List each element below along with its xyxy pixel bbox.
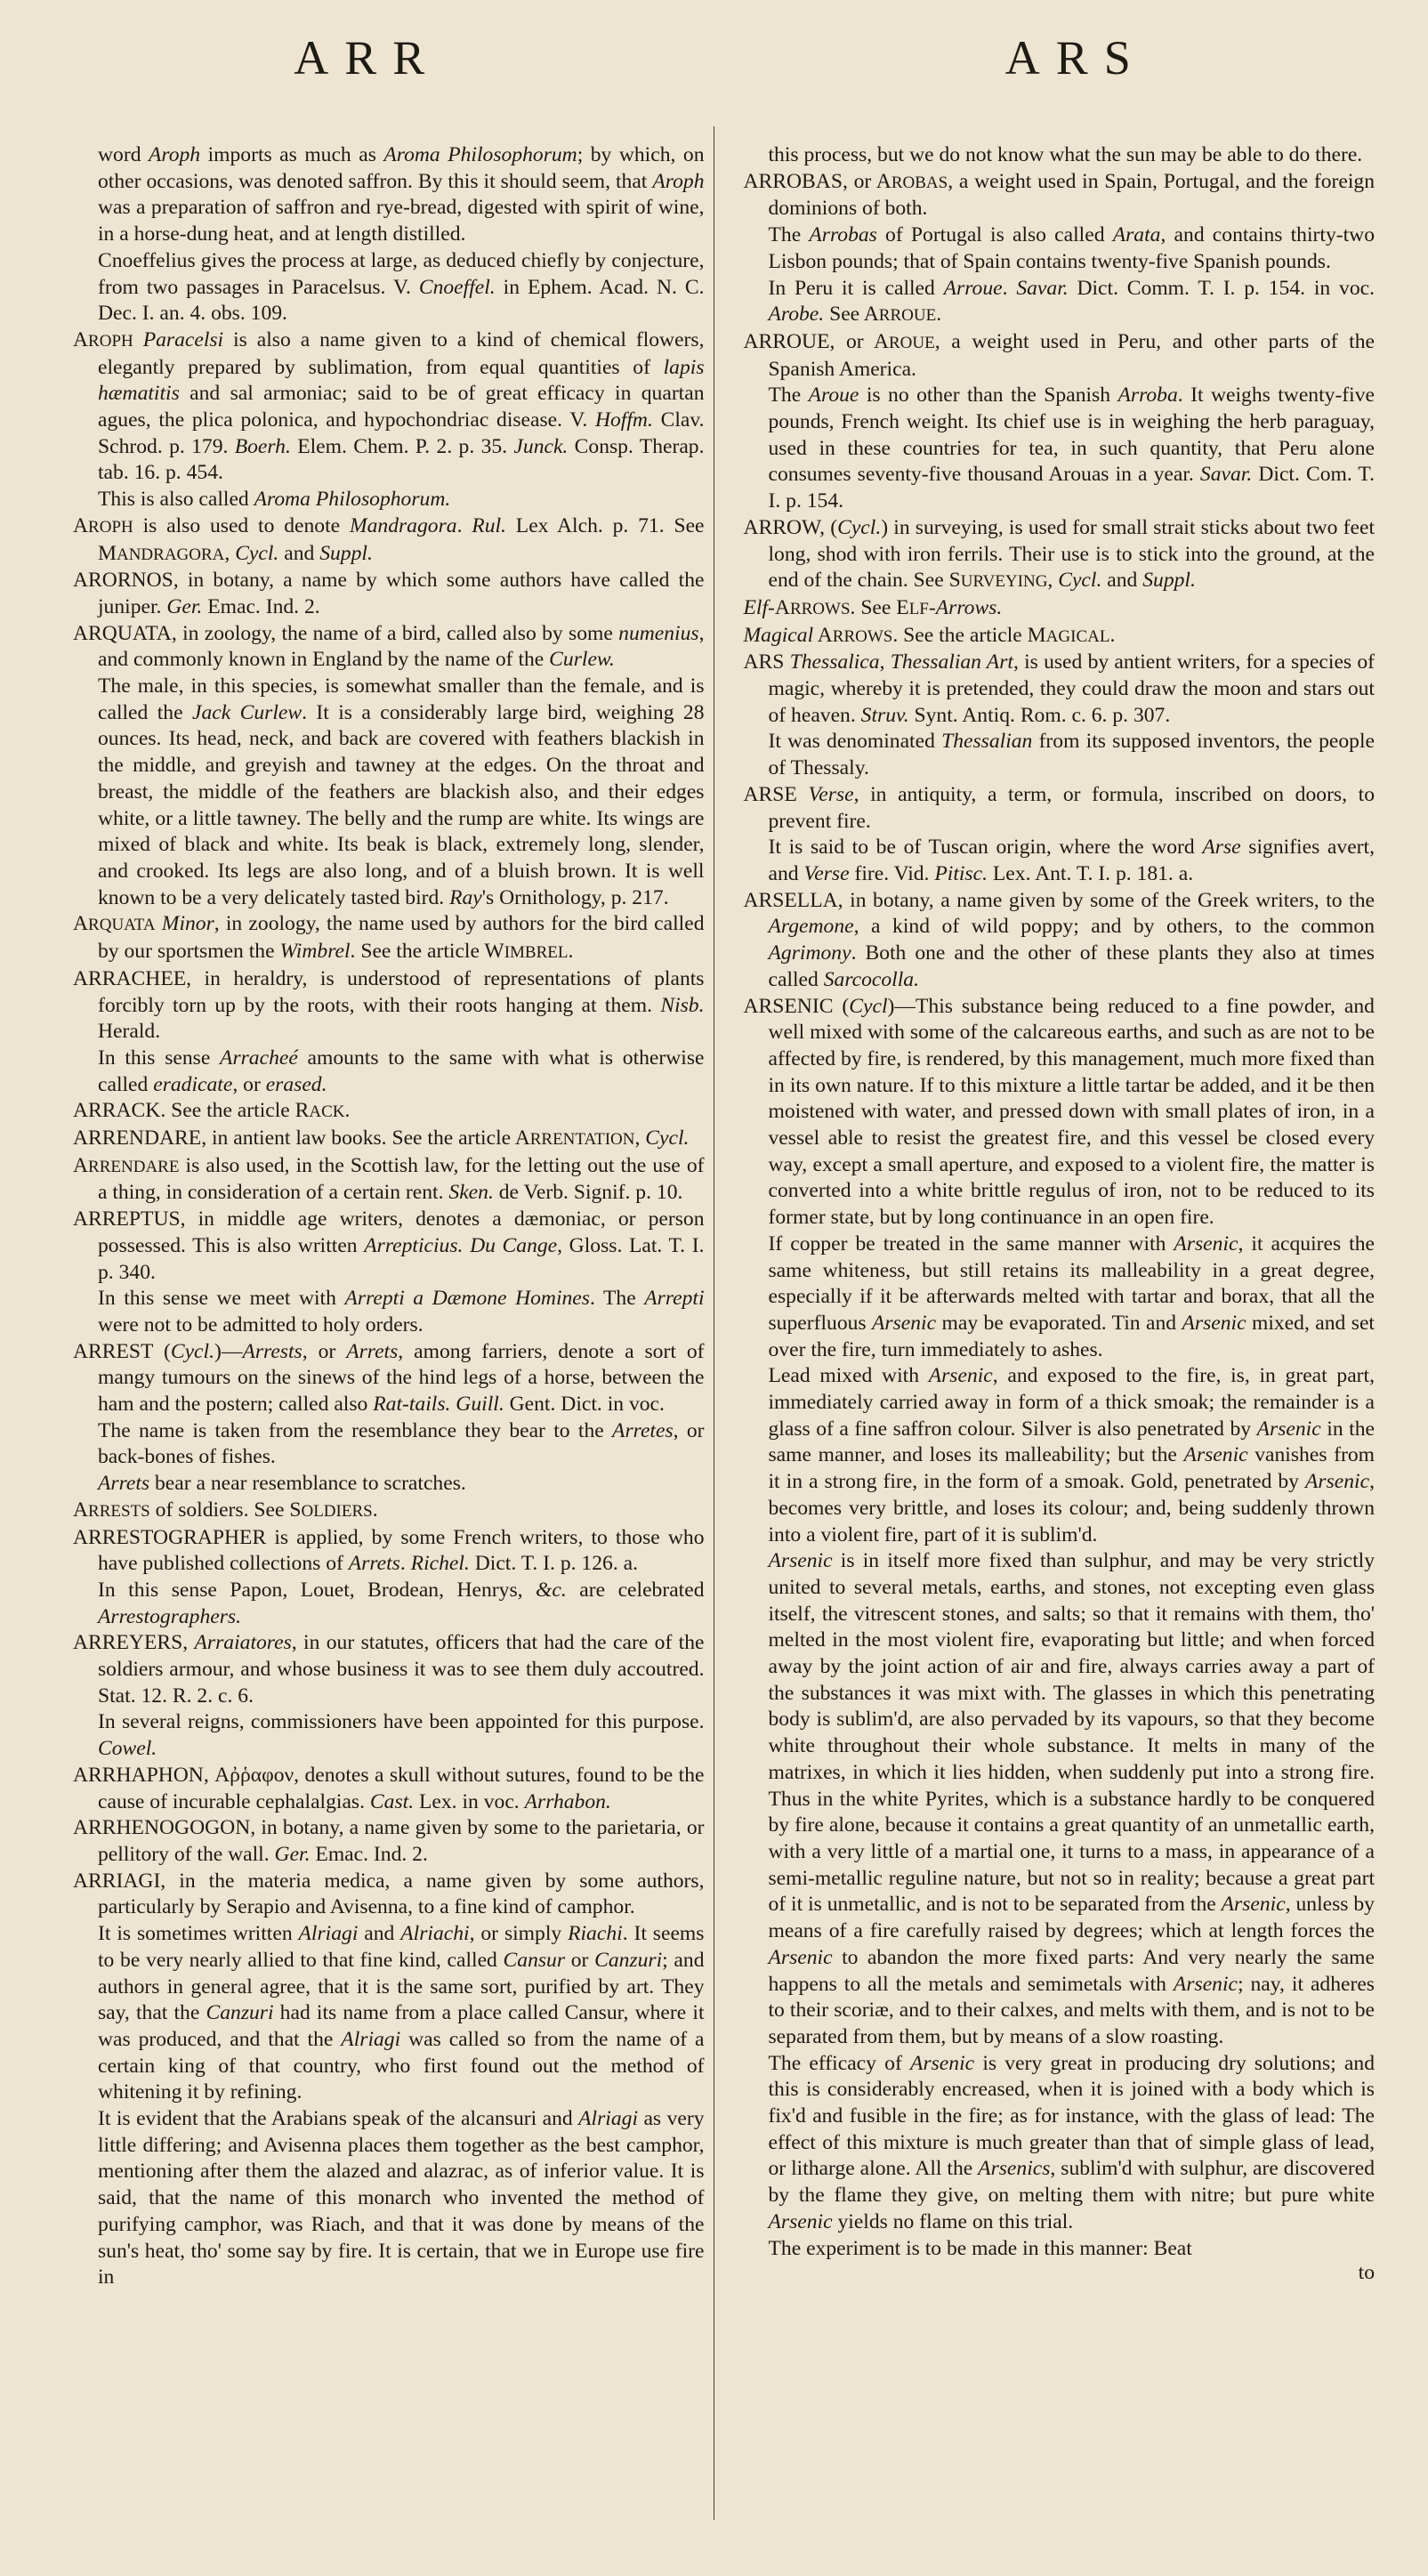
left-entry: ARREPTUS, in middle age writers, denotes a dæmoniac, or person possessed. This is also written Arrepticius. Du Cange, Gloss. Lat. T. I. p. 340. xyxy=(73,1207,705,1284)
right-paragraph: The Aroue is no other than the Spanish Arroba. It weighs twenty-five pounds, French weight. Its chief use is in weighing the herb paraguay, used in these countries for tea, in such quantity, that Peru alone consumes seventy-five thousand Arouas in a year. Savar. Dict. Com. T. I. p. 154. xyxy=(768,384,1375,513)
left-paragraph: This is also called Aroma Philosophorum. xyxy=(98,488,451,512)
left-entry: ARQUATA Minor, in zoology, the name used by authors for the bird called by our sportsmen the Wimbrel. See the article WIMBREL. xyxy=(73,912,705,964)
left-entry: ARRENDARE, in antient law books. See the article ARRENTATION, Cycl. xyxy=(73,1126,690,1151)
right-paragraph: It was denominated Thessalian from its supposed inventors, the people of Thessaly. xyxy=(768,730,1375,780)
left-paragraph: It is sometimes written Alriagi and Alriachi, or simply Riachi. It seems to be very nearly allied to that fine kind, called Cansur or Canzuri; and authors in general agree, that it is the same sort, purified by art. They say, that the Canzuri had its name from a place called Cansur, where it was produced, and that the Alriagi was called so from the name of a certain king of that country, who first found out the method of whitening it by refining. xyxy=(98,1922,705,2104)
right-paragraph: If copper be treated in the same manner with Arsenic, it acquires the same whiteness, but still retains its malleability in a great degree, especially if it be afterwards melted with tartar and borax, that all the superfluous Arsenic may be evaporated. Tin and Arsenic mixed, and set over the fire, turn immediately to ashes. xyxy=(768,1231,1375,1361)
left-entry: AROPH Paracelsi is also a name given to a kind of chemical flowers, elegantly prepared by sublimation, from equal quantities of lapis hæmatitis and sal armoniac; said to be of great efficacy in quartan agues, the plica polonica, and hypochondriac disease. V. Hoffm. Clav. Schrod. p. 179. Boerh. Elem. Chem. P. 2. p. 35. Junck. Consp. Therap. tab. 16. p. 454. xyxy=(73,327,705,485)
left-entry: ARRACK. See the article RACK. xyxy=(73,1099,351,1123)
left-running-head: ARR xyxy=(294,31,441,85)
left-paragraph: The name is taken from the resemblance they bear to the Arretes, or back-bones of fishes. xyxy=(98,1418,705,1469)
right-paragraph: Arsenic is in itself more fixed than sulphur, and may be very strictly united to several metals, earths, and stones, not excepting even glass itself, the vitrescent stones, and salts; so that it remains with them, tho' melted in the most violent fire, evaporating but little; and when forced away by the joint action of air and fire, always carries away a part of the substances it was mixt with. The glasses in which this penetrating body is sublim'd, are also pervaded by its vapours, so that they become white throughout their whole substance. It melts in many of the matrixes, in which it lies hidden, when suddenly put into a strong fire. Thus in the white Pyrites, which is a substance hardly to be conquered by fire alone, because it contains a great quantity of an unmetallic earth, with a very little of a martial one, it turns to a mass, in appearance of a semi-metallic reguline nature, but not so in reality; because a great part of it is unmetallic, and is not to be separated from the Arsenic, unless by means of a fire carefully raised by degrees; which at length forces the Arsenic to abandon the more fixed parts: And very nearly the same happens to all the metals and semimetals with Arsenic; nay, it adheres to their scoriæ, and to their calxes, and melts with them, and is not to be separated from them, but by means of a slow roasting. xyxy=(768,1549,1375,2048)
right-paragraph: The experiment is to be made in this manner: Beat xyxy=(768,2236,1192,2260)
right-paragraph: It is said to be of Tuscan origin, where the word Arse signifies avert, and Verse fire. Vid. Pitisc. Lex. Ant. T. I. p. 181. a. xyxy=(768,836,1375,885)
left-entry: ARRESTOGRAPHER is applied, by some French writers, to those who have published collections of Arrets. Richel. Dict. T. I. p. 126. a. xyxy=(73,1525,705,1576)
left-entry: ARORNOS, in botany, a name by which some authors have called the juniper. Ger. Emac. Ind. 2. xyxy=(73,569,705,618)
right-paragraph: Lead mixed with Arsenic, and exposed to the fire, is, in great part, immediately carried away in form of a thick smoak; the remainder is a glass of a fine saffron colour. Silver is also penetrated by Arsenic in the same manner, and loses its malleability; but the Arsenic vanishes from it in a strong fire, in the form of a smoak. Gold, penetrated by Arsenic, becomes very brittle, and loses its colour; and, being suddenly thrown into a violent fire, part of it is sublim'd. xyxy=(768,1364,1375,1546)
right-entry: Magical ARROWS. See the article MAGICAL. xyxy=(743,623,1116,647)
right-paragraph: The efficacy of Arsenic is very great in producing dry solutions; and this is considerably encreased, when it is joined with a body which is fix'd and fusible in the fire; as for instance, with the glass of lead: The effect of this mixture is much greater than that of simple glass of lead, or litharge alone. All the Arsenics, sublim'd with sulphur, are discovered by the flame they give, on melting them with nitre; but pure white Arsenic yields no flame on this trial. xyxy=(768,2051,1375,2233)
left-paragraph: Cnoeffelius gives the process at large, as deduced chiefly by conjecture, from two passages in Paracelsus. V. Cnoeffel. in Ephem. Acad. N. C. Dec. I. an. 4. obs. 109. xyxy=(98,248,705,326)
left-paragraph: In this sense Arracheé amounts to the same with what is otherwise called eradicate, or erased. xyxy=(98,1046,705,1096)
left-column xyxy=(73,142,724,2291)
right-entry: ARROUE, or AROUE, a weight used in Peru, and other parts of the Spanish America. xyxy=(743,329,1375,381)
left-entry: ARRACHEE, in heraldry, is understood of representations of plants forcibly torn up by the roots, with their roots hanging at them. Nisb. Herald. xyxy=(73,966,705,1044)
catchword: to xyxy=(1358,2261,1375,2285)
text-columns xyxy=(73,142,1375,2291)
right-entry: ARS Thessalica, Thessalian Art, is used by antient writers, for a species of magic, whereby it is pretended, they could draw the moon and stars out of heaven. Struv. Synt. Antiq. Rom. c. 6. p. 307. xyxy=(743,650,1375,727)
left-entry: ARQUATA, in zoology, the name of a bird, called also by some numenius, and commonly known in England by the name of the Curlew. xyxy=(73,621,705,672)
left-entry: ARRIAGI, in the materia medica, a name given by some authors, particularly by Serapio and Avisenna, to a fine kind of camphor. xyxy=(73,1869,705,1919)
running-header xyxy=(73,30,1375,85)
left-entry: AROPH is also used to denote Mandragora. Rul. Lex Alch. p. 71. See MANDRAGORA, Cycl. and Suppl. xyxy=(73,513,705,565)
right-paragraph: In Peru it is called Arroue. Savar. Dict. Comm. T. I. p. 154. in voc. Arobe. See ARROUE. xyxy=(768,276,1375,327)
right-paragraph: The Arrobas of Portugal is also called Arata, and contains thirty-two Lisbon pounds; that of Spain contains twenty-five Spanish pounds. xyxy=(768,223,1375,273)
left-paragraph: Arrets bear a near resemblance to scratches. xyxy=(98,1472,466,1496)
right-entry: ARSELLA, in botany, a name given by some of the Greek writers, to the Argemone, a kind of wild poppy; and by others, to the common Agrimony. Both one and the other of these plants they also at times called Sarcocolla. xyxy=(743,888,1375,991)
left-paragraph: In several reigns, commissioners have been appointed for this purpose. Cowel. xyxy=(98,1710,705,1761)
left-entry: ARRHENOGOGON, in botany, a name given by some to the parietaria, or pellitory of the wall. Ger. Emac. Ind. 2. xyxy=(73,1816,705,1866)
left-entry: ARRENDARE is also used, in the Scottish law, for the letting out the use of a thing, in consideration of a certain rent. Sken. de Verb. Signif. p. 10. xyxy=(73,1153,705,1205)
right-entry: ARROW, (Cycl.) in surveying, is used for small strait sticks about two feet long, shod with iron ferrils. Their use is to stick into the ground, at the end of the chain. See SURVEYING, Cycl. and Suppl. xyxy=(743,515,1376,593)
right-entry: Elf-ARROWS. See ELF-Arrows. xyxy=(743,595,1003,619)
right-paragraph: this process, but we do not know what the sun may be able to do there. xyxy=(768,143,1363,166)
left-entry: ARREST (Cycl.)—Arrests, or Arrets, among farriers, denote a sort of mangy tumours on the sinews of the hind legs of a horse, between the ham and the postern; called also Rat-tails. Guill. Gent. Dict. in voc. xyxy=(73,1339,705,1417)
left-paragraph: In this sense we meet with Arrepti a Dæmone Homines. The Arrepti were not to be admitted to holy orders. xyxy=(98,1287,705,1336)
right-column xyxy=(724,142,1376,2291)
left-paragraph: word Aroph imports as much as Aroma Philosophorum; by which, on other occasions, was denoted saffron. By this it should seem, that Aroph was a preparation of saffron and rye-bread, digested with spirit of wine, in a horse-dung heat, and at length distilled. xyxy=(98,143,705,246)
left-entry: ARRHAPHON, Αῤῥαφον, denotes a skull without sutures, found to be the cause of incurable cephalalgias. Cast. Lex. in voc. Arrhabon. xyxy=(73,1763,705,1813)
left-entry: ARREYERS, Arraiatores, in our statutes, officers that had the care of the soldiers armour, and whose business it was to see them duly accoutred. Stat. 12. R. 2. c. 6. xyxy=(73,1631,705,1708)
right-entry: ARSENIC (Cycl)—This substance being reduced to a fine powder, and well mixed with some of the calcareous earths, and such as are not to be affected by fire, is rendered, by this management, much more fixed than in its own nature. If to this mixture a little tartar be added, and it be then moistened with water, and pressed down with small plates of iron, in a vessel able to resist the greatest fire, and this vessel be closed every way, except a small aperture, and exposed to a violent fire, the matter is converted into a white brittle regulus of iron, not to be reduced to its former state, but by long continuance in an open fire. xyxy=(743,994,1375,1230)
left-paragraph: The male, in this species, is somewhat smaller than the female, and is called the Jack Curlew. It is a considerably large bird, weighing 28 ounces. Its head, neck, and back are covered with feathers blackish in the middle, and greyish and tawney at the edges. On the throat and breast, the middle of the feathers are blackish also, and their edges white, or a little tawney. The belly and the rump are white. Its wings are mixed of black and white. Its beak is black, extremely long, slender, and crooked. Its legs are also long, and of a bluish brown. It is well known to be a very delicately tasted bird. Ray's Ornithology, p. 217. xyxy=(98,674,705,909)
right-entry: ARSE Verse, in antiquity, a term, or formula, inscribed on doors, to prevent fire. xyxy=(743,782,1375,833)
left-entry: ARRESTS of soldiers. See SOLDIERS. xyxy=(73,1498,378,1522)
column-divider xyxy=(714,126,715,2520)
right-running-head: ARS xyxy=(1004,31,1147,85)
right-entry: ARROBAS, or AROBAS, a weight used in Spain, Portugal, and the foreign dominions of both. xyxy=(743,169,1375,221)
left-paragraph: It is evident that the Arabians speak of the alcansuri and Alriagi as very little differing; and Avisenna places them together as the best camphor, mentioning after them the alazed and alazrac, as of inferior value. It is said, that the name of this monarch who invented the method of purifying camphor, was Riach, and that it was done by means of the sun's heat, tho' some say by fire. It is certain, that we in Europe use fire in xyxy=(98,2107,705,2289)
left-paragraph: In this sense Papon, Louet, Brodean, Henrys, &c. are celebrated Arrestographers. xyxy=(98,1578,705,1628)
